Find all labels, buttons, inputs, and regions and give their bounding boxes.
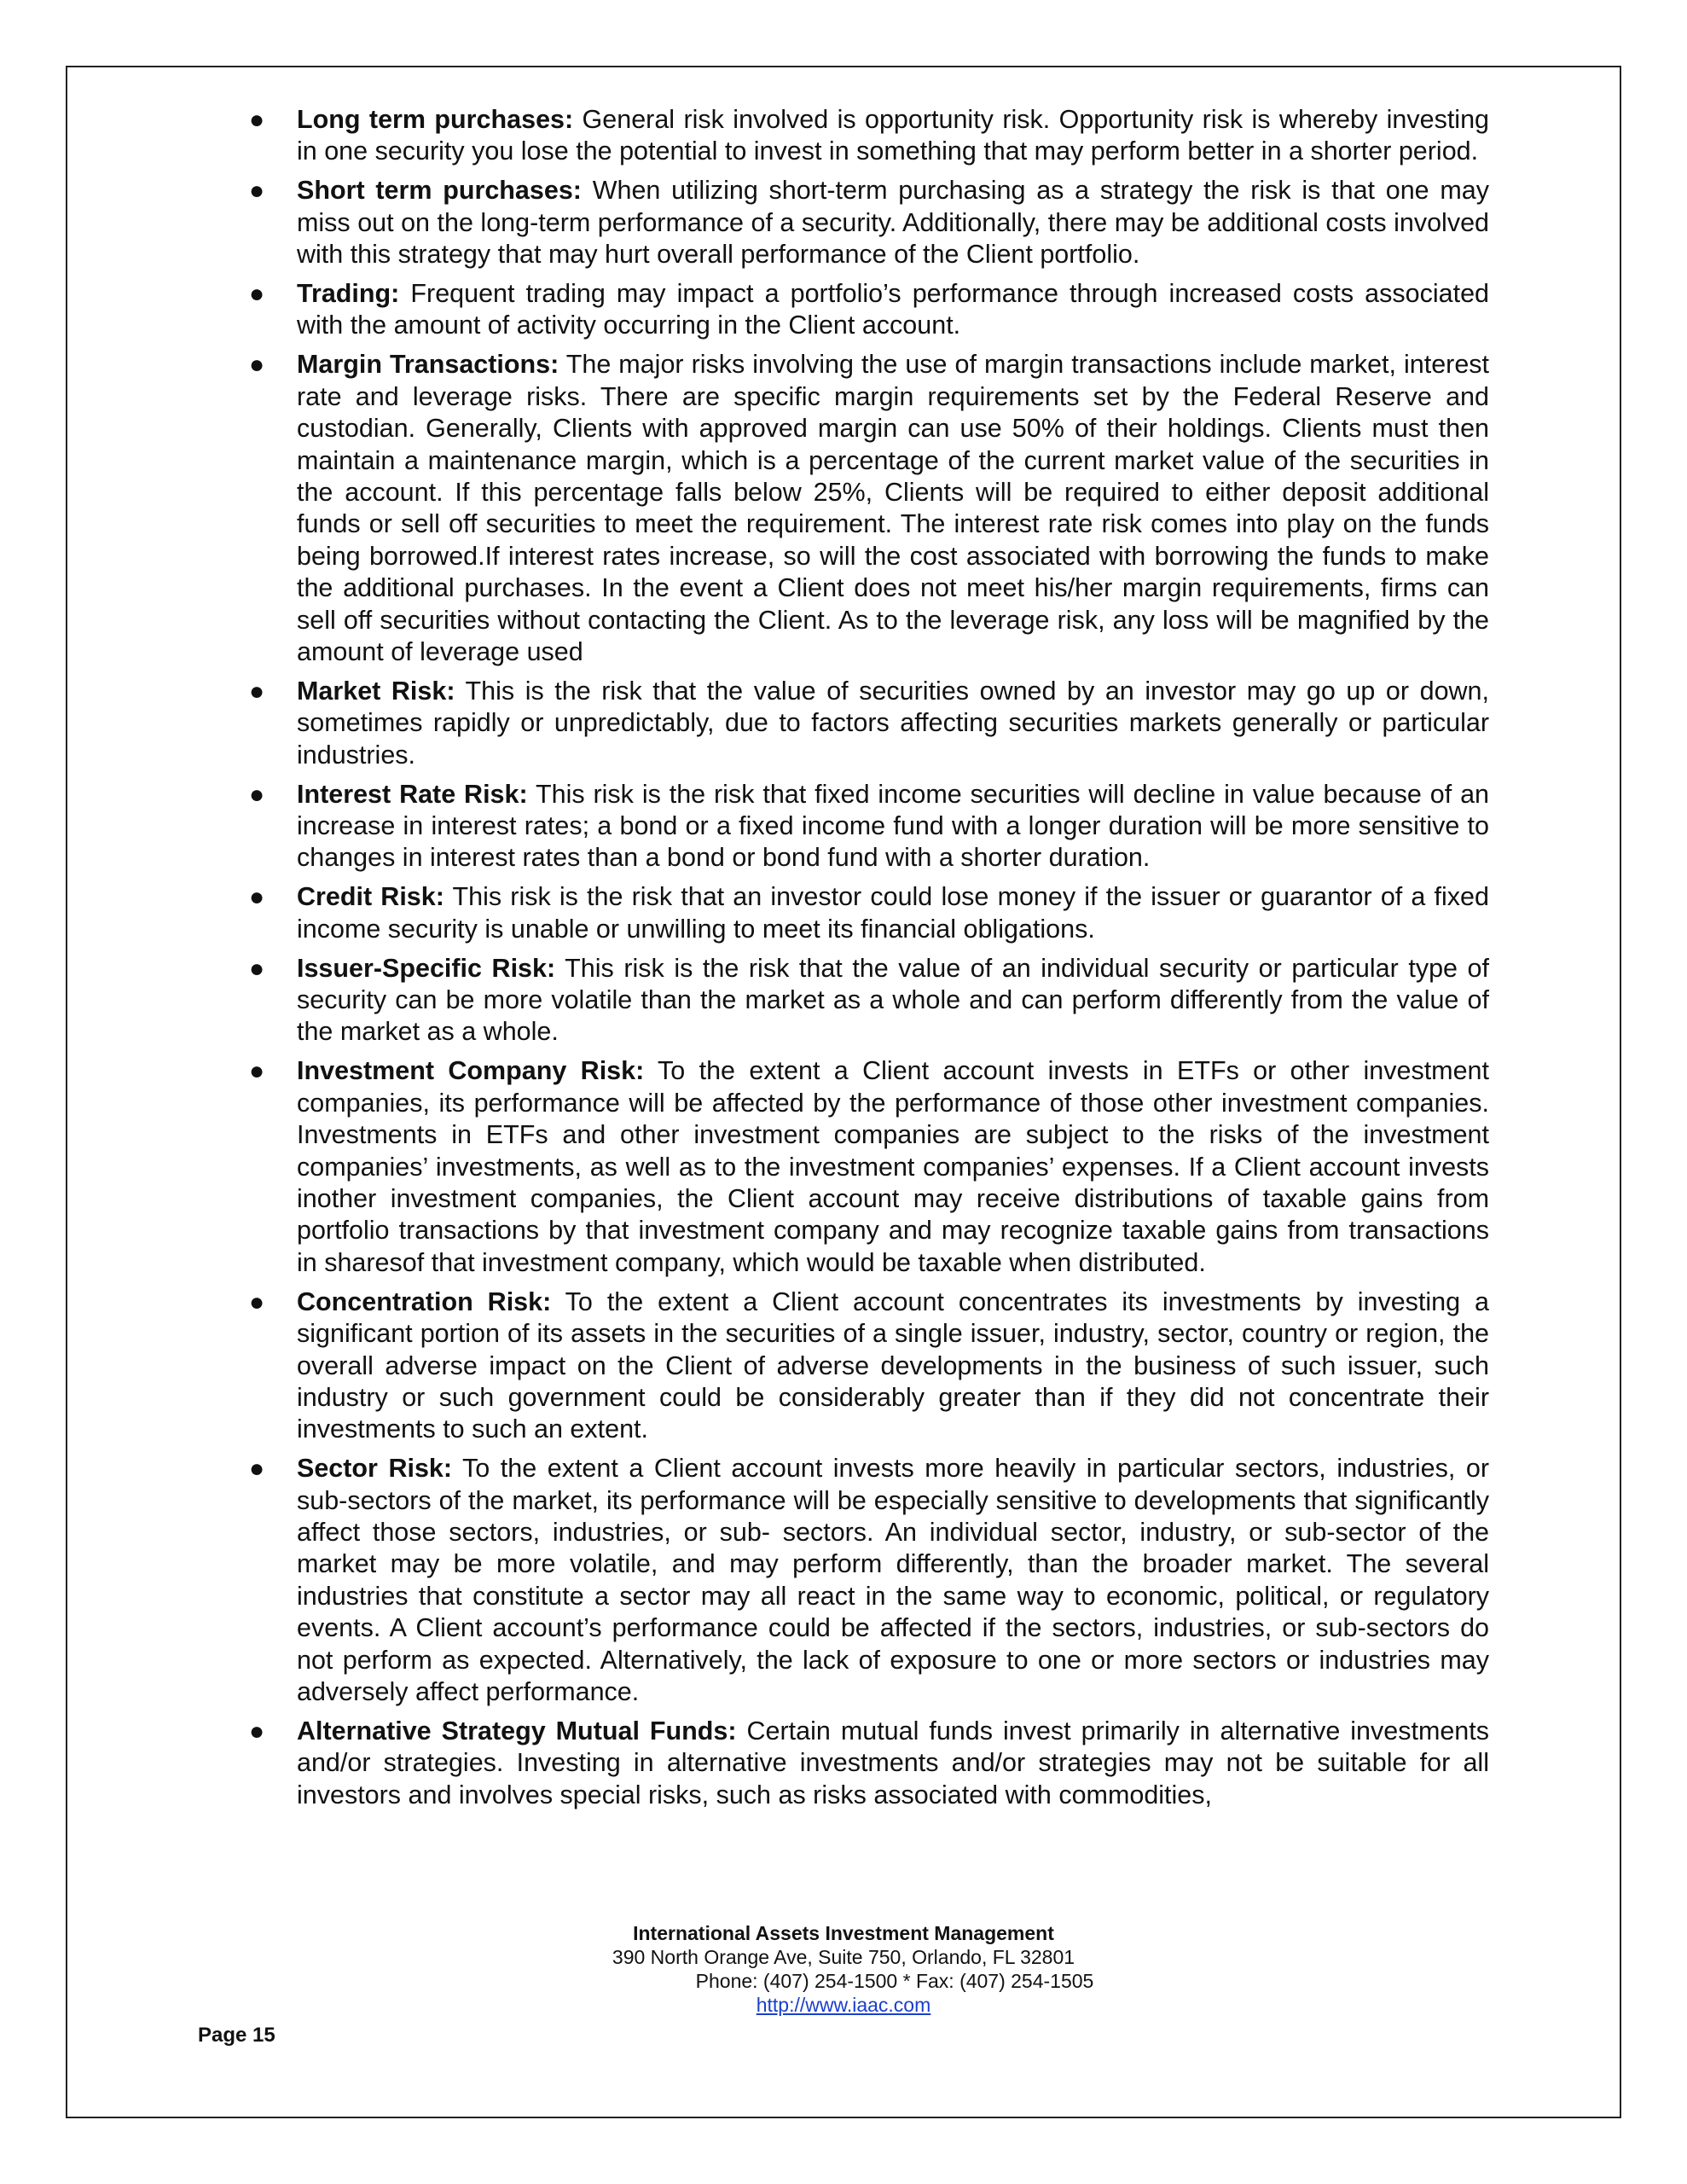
- risk-term: Market Risk:: [297, 676, 455, 706]
- risk-list-item: [249, 881, 1489, 945]
- page-footer: [0, 1921, 1687, 2017]
- bullet-icon: ●: [249, 1717, 265, 1745]
- risk-list-item: [249, 1055, 1489, 1279]
- bullet-icon: ●: [249, 677, 265, 706]
- risk-list-item: [249, 1287, 1490, 1446]
- risk-description: This risk is the risk that an investor could lose money if the issuer or guarantor of a fixed income security is unable or unwilling to meet its financial obligations.: [297, 882, 1489, 944]
- footer-phone: Phone: (407) 254-1500 * Fax: (407) 254-1505: [695, 1970, 1094, 1992]
- risk-description: The major risks involving the use of margin transactions include market, interest rate and leverage risks. There are specific margin requirements set by the Federal Reserve and custodian. Generally, Clients with approved margin can use 50% of their holdings. Clients must then maintain a maintenance margin, which is a percentage of the current market value of the securities in the account. If this percentage falls below 25%, Clients will be required to either deposit additional funds or sell off securities to meet the requirement. The interest rate risk comes into play on the funds being borrowed.If interest rates increase, so will the cost associated with borrowing the funds to make the additional purchases. In the event a Client does not meet his/her margin requirements, firms can sell off securities without contacting the Client. As to the leverage risk, any loss will be magnified by the amount of leverage used: [297, 350, 1490, 666]
- risk-term: Long term purchases:: [297, 105, 574, 134]
- risk-list-item: [249, 1453, 1489, 1708]
- bullet-icon: ●: [249, 1455, 265, 1484]
- risk-list-section: [249, 104, 1490, 1819]
- risk-description: This is the risk that the value of securities owned by an investor may go up or down, sometimes rapidly or unpredictably, due to factors affecting securities markets generally or particular industries.: [297, 676, 1489, 770]
- bullet-icon: ●: [249, 954, 265, 983]
- risk-term: Short term purchases:: [297, 176, 582, 206]
- bullet-icon: ●: [249, 780, 265, 809]
- bullet-icon: ●: [249, 280, 265, 309]
- risk-list-item: [249, 779, 1489, 874]
- risk-list-item: [249, 104, 1489, 168]
- bullet-icon: ●: [249, 106, 265, 134]
- risk-term: Alternative Strategy Mutual Funds:: [297, 1716, 737, 1745]
- risk-description: When utilizing short-term purchasing as a strategy the risk is that one may miss out on the long-term performance of a security. Additionally, there may be additional costs involved with this strategy that may hurt overall performance of the Client portfolio.: [297, 176, 1489, 270]
- risk-description: To the extent a Client account invests more heavily in particular sectors, industries, or sub-sectors of the market, its performance will be especially sensitive to developments that significantly affect those sectors, industries, or sub- sectors. An individual sector, industry, or sub-sector of the market may be more volatile, and may perform differently, than the broader market. The several industries that constitute a sector may all react in the same way to economic, political, or regulatory events. A Client account’s performance could be affected if the sectors, industries, or sub-sectors do not perform as expected. Alternatively, the lack of exposure to one or more sectors or industries may adversely affect performance.: [297, 1454, 1489, 1707]
- risk-term: Margin Transactions:: [297, 350, 559, 380]
- risk-list: [249, 104, 1490, 1811]
- risk-term: Trading:: [297, 279, 400, 309]
- risk-list-item: [249, 953, 1489, 1048]
- risk-term: Sector Risk:: [297, 1454, 453, 1484]
- risk-list-item: [249, 349, 1490, 668]
- risk-list-item: [249, 175, 1489, 270]
- risk-description: To the extent a Client account concentrates its investments by investing a significant portion of its assets in the securities of a single issuer, industry, sector, country or region, the overall adverse impact on the Client of adverse developments in the business of such issuer, such industry or such government could be considerably greater than if they did not concentrate their investments to such an extent.: [297, 1287, 1490, 1444]
- risk-description: This risk is the risk that fixed income securities will decline in value because of an increase in interest rates; a bond or a fixed income fund with a longer duration will be more sensitive to changes in interest rates than a bond or bond fund with a shorter duration.: [297, 779, 1489, 873]
- page-number: Page 15: [198, 2024, 275, 2047]
- risk-term: Interest Rate Risk:: [297, 779, 528, 809]
- bullet-icon: ●: [249, 1057, 265, 1086]
- risk-description: This risk is the risk that the value of an individual security or particular type of security can be more volatile than the market as a whole and can perform differently from the value of the market as a whole.: [297, 953, 1489, 1047]
- risk-description: General risk involved is opportunity risk. Opportunity risk is whereby investing in one security you lose the potential to invest in something that may perform better in a shorter period.: [297, 105, 1489, 166]
- risk-description: To the extent a Client account invests in ETFs or other investment companies, its performance will be affected by the performance of those other investment companies. Investments in ETFs and other investment companies are subject to the risks of the investment companies’ investments, as well as to the investment companies’ expenses. If a Client account invests inother investment companies, the Client account may receive distributions of taxable gains from portfolio transactions by that investment company and may recognize taxable gains from transactions in sharesof that investment company, which would be taxable when distributed.: [297, 1056, 1489, 1277]
- bullet-icon: ●: [249, 351, 265, 380]
- footer-website-link[interactable]: http://www.iaac.com: [756, 1994, 931, 2016]
- bullet-icon: ●: [249, 1287, 265, 1316]
- footer-address: 390 North Orange Ave, Suite 750, Orlando, FL 32801: [612, 1946, 1075, 1968]
- risk-term: Concentration Risk:: [297, 1287, 552, 1316]
- bullet-icon: ●: [249, 883, 265, 912]
- risk-list-item: [249, 676, 1489, 771]
- risk-list-item: [249, 278, 1489, 342]
- risk-description: Certain mutual funds invest primarily in alternative investments and/or strategies. Investing in alternative investments and/or strategies may not be suitable for all investors and involves special risks, such as risks associated with commodities,: [297, 1716, 1489, 1809]
- footer-company-name: International Assets Investment Management: [633, 1922, 1054, 1944]
- risk-list-item: [249, 1716, 1489, 1811]
- risk-description: Frequent trading may impact a portfolio’s performance through increased costs associated with the amount of activity occurring in the Client account.: [297, 279, 1489, 340]
- risk-term: Issuer-Specific Risk:: [297, 953, 556, 983]
- risk-term: Investment Company Risk:: [297, 1056, 645, 1086]
- risk-term: Credit Risk:: [297, 882, 444, 912]
- bullet-icon: ●: [249, 177, 265, 206]
